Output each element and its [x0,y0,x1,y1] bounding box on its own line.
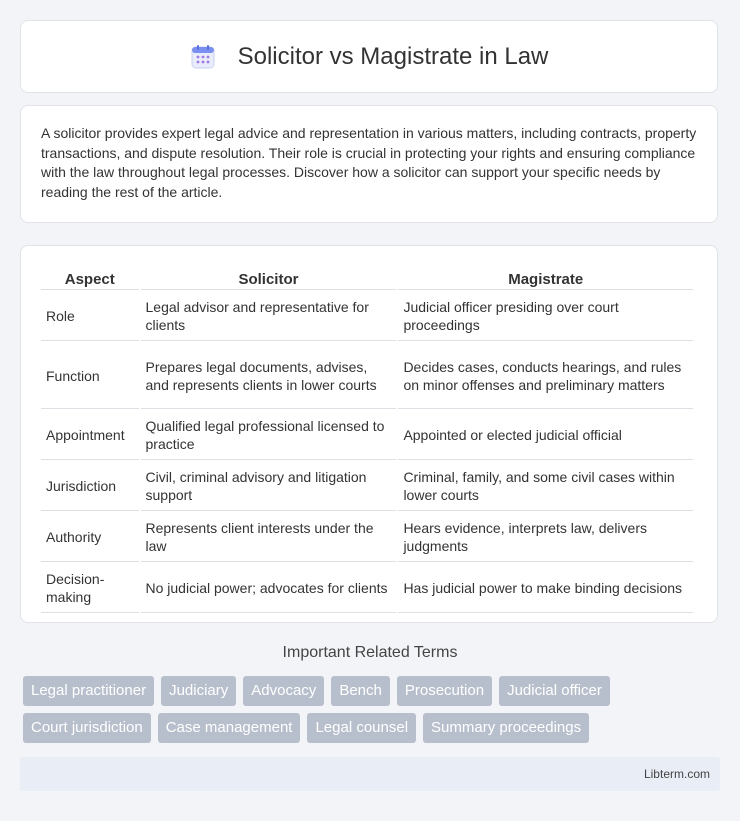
comparison-table-card [20,245,718,623]
solicitor-cell: Qualified legal professional licensed to practice [141,411,397,460]
aspect-cell: Jurisdiction [41,462,139,511]
title-wrap [190,43,549,71]
table-row [41,564,693,613]
related-term-tag[interactable]: Court jurisdiction [23,713,151,743]
footer [20,757,720,791]
related-term-tag[interactable]: Legal counsel [307,713,416,743]
solicitor-cell: Prepares legal documents, advises, and represents clients in lower courts [141,343,397,409]
aspect-cell: Appointment [41,411,139,460]
magistrate-cell: Hears evidence, interprets law, delivers judgments [398,513,693,562]
magistrate-cell: Judicial officer presiding over court proceedings [398,292,693,341]
aspect-cell: Authority [41,513,139,562]
calendar-icon [190,44,216,70]
magistrate-cell: Appointed or elected judicial official [398,411,693,460]
related-term-tag[interactable]: Judicial officer [499,676,610,706]
related-term-tag[interactable]: Judiciary [161,676,236,706]
table-row [41,343,693,409]
related-terms-title: Important Related Terms [282,644,458,661]
solicitor-cell: Represents client interests under the law [141,513,397,562]
header-magistrate: Magistrate [398,268,693,290]
related-term-tag[interactable]: Legal practitioner [23,676,154,706]
related-term-tag[interactable]: Bench [331,676,390,706]
solicitor-cell: Legal advisor and representative for clients [141,292,397,341]
header-card [20,20,718,93]
header-aspect: Aspect [41,268,139,290]
aspect-cell: Function [41,343,139,409]
related-terms-tags [23,676,723,743]
intro-card [20,105,718,223]
page-title: Solicitor vs Magistrate in Law [237,42,549,70]
magistrate-cell: Has judicial power to make binding decisions [398,564,693,613]
solicitor-cell: Civil, criminal advisory and litigation support [141,462,397,511]
intro-text: A solicitor provides expert legal advice and representation in various matters, including contracts, property transactions, and dispute resolution. Their role is crucial in protecting your rights and ensuring compliance with the law throughout legal processes. Discover how a solicitor can support your specific needs by reading the rest of the article. [41,125,697,200]
table-row [41,513,693,562]
header-solicitor: Solicitor [141,268,397,290]
solicitor-cell: No judicial power; advocates for clients [141,564,397,613]
table-row [41,411,693,460]
table-row [41,462,693,511]
footer-site-link[interactable]: Libterm.com [643,767,710,781]
magistrate-cell: Criminal, family, and some civil cases within lower courts [398,462,693,511]
table-header-row [41,268,693,290]
aspect-cell: Decision-making [41,564,139,613]
related-term-tag[interactable]: Advocacy [243,676,324,706]
related-term-tag[interactable]: Summary proceedings [423,713,589,743]
aspect-cell: Role [41,292,139,341]
comparison-table [39,266,695,615]
related-term-tag[interactable]: Prosecution [397,676,492,706]
magistrate-cell: Decides cases, conducts hearings, and rules on minor offenses and preliminary matters [398,343,693,409]
related-term-tag[interactable]: Case management [158,713,301,743]
table-row [41,292,693,341]
